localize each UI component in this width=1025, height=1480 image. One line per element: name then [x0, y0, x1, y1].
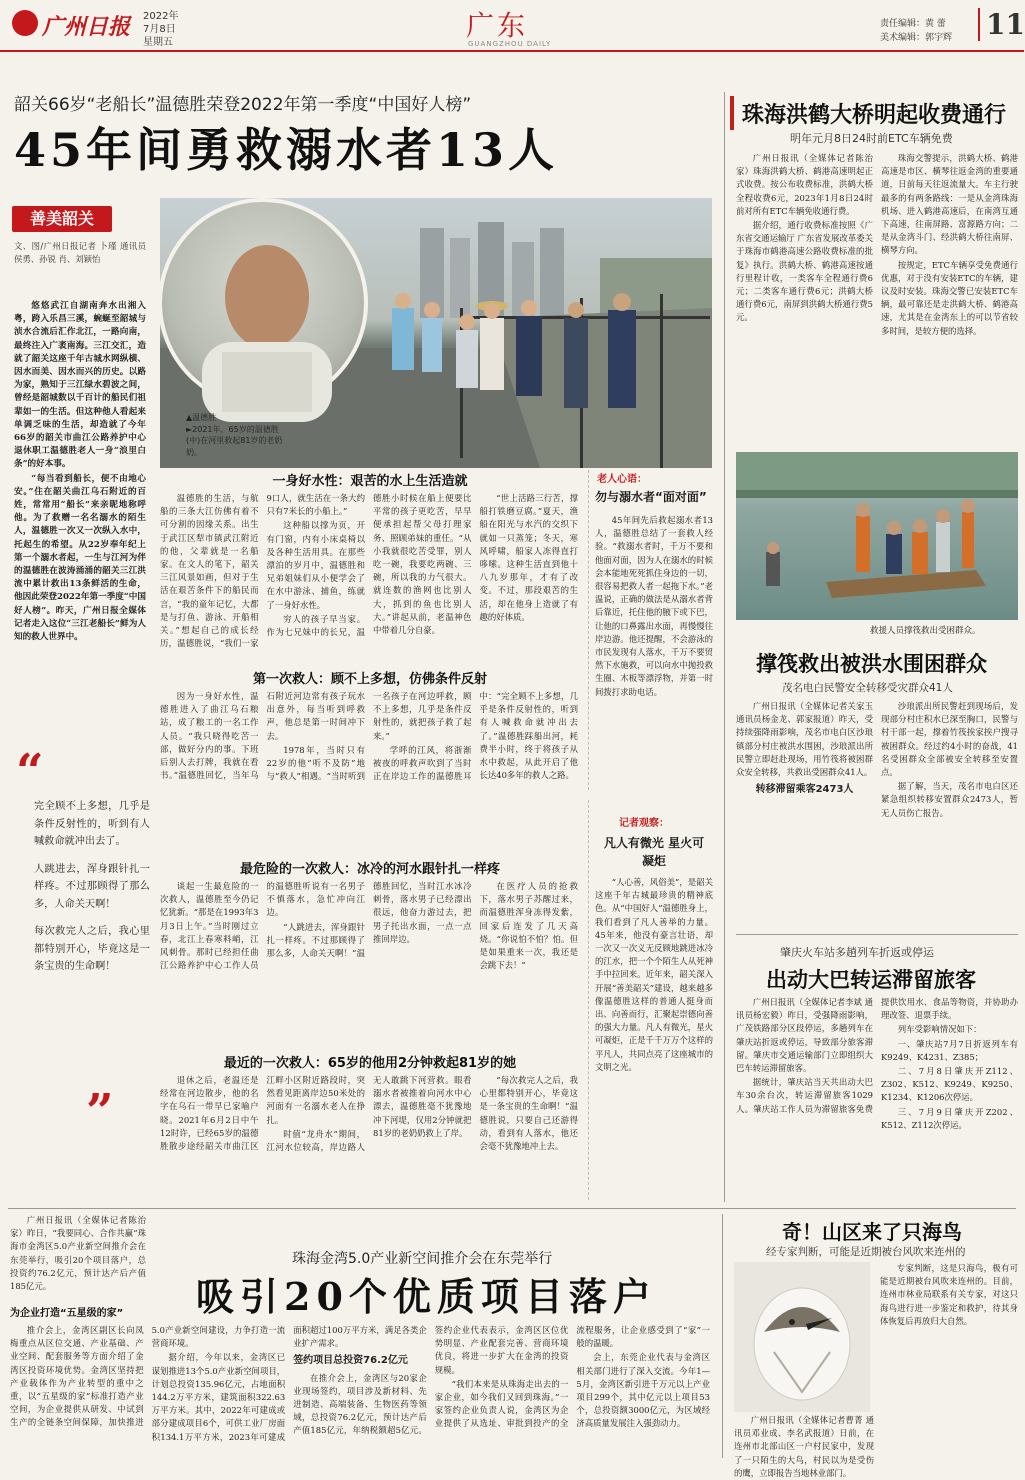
lead-headline: 45年间勇救溺水者13人: [14, 123, 559, 177]
article-body-train: [736, 996, 1018, 1200]
column-tag: 善美韶关: [12, 206, 112, 232]
quote-column: [34, 798, 150, 1098]
comment-box-reporter: [588, 800, 714, 1200]
comment-box-elder: [588, 470, 714, 790]
comment-tag: 记者观察：: [619, 818, 669, 829]
bird-body-lead: 广州日报讯（全媒体记者曹菁 通讯员邓业成、李名武报道）日前，在连州市北部山区一户村民家中，发现了一只陌生的大鸟，村民以为是受伤的鹰，立即报告当地林业部门。: [734, 1415, 874, 1478]
article-headline: 珠海洪鹤大桥明起收费通行: [742, 102, 1007, 128]
section-heading: 最近的一次救人：65岁的他用2分钟救起81岁的她: [223, 1056, 517, 1071]
paragraph: 一、肇庆站7月7日折返列车有K9249、K4231、Z385；: [881, 1038, 1018, 1062]
lead-intro-paragraph: 悠悠武江自湖南奔水出湘入粤，跨入乐昌三溪，蜿蜒至韶城与浈水合流后汇作北江，一路向南，最终注入广袤南海。三江交汇，造就了韶关这座千年古城水网纵横、因水而美、因水而兴的历史。以路为家，熟知于三江绿水碧波之间，曾经是韶城数以千百计的船民们祖辈如一的生活。但这种他人看起来单调乏味的生活，却造就了今年66岁的韶关市曲江公路养护中心退休职工温德胜老人一身“浪里白条”的好本事。: [14, 301, 146, 470]
issue-weekday: 星期五: [143, 37, 173, 48]
paragraph: 在推介会上，金湾区与20家企业现场签约，项目涉及新材料、先进制造、高端装备、生物医药等领域，总投资76.2亿元，预计达产后产值185亿元，年纳税额超5亿元。签约企业代表表示，金湾区区位优势明显、产业配套完善、营商环境优良，将进一步扩大在金湾的投资规模。: [293, 1325, 569, 1436]
column-divider: [724, 92, 725, 1202]
quote-text: 每次救完人之后，我心里都特别开心，毕竟这是一条宝贵的生命啊！: [34, 926, 150, 972]
paragraph: “人跳进去，浑身跟针扎一样疼。不过那顾得了那么多，人命关天啊！”温德胜回忆，当时江水冰冷刺骨，落水男子已经漂出很远，他奋力游过去，把男子托出水面，一点一点推回岸边。: [266, 881, 472, 959]
article-headline: 撑筏救出被洪水围困群众: [756, 651, 987, 676]
paragraph: 在医疗人员的抢救下，落水男子苏醒过来，而温德胜浑身冻得发紫，回家后连发了几天高烧。“你说怕不怕？怕。但是如果重来一次，我还是会跳下去！”: [479, 881, 578, 971]
flood-raft-illustration: [736, 452, 1018, 620]
paragraph: 温德胜的生活，与航船的三条大江仿佛有着不可分割的因缘关系。出生于武江区犁市镇武江附近的他，父辈就是一名船家。在文人的笔下，韶关三江风景如画，但对于生活在艰苦条件下的船民而言，“我的童年记忆，大都是与打鱼、游泳、开船相关。”想起自己的成长经历，温德胜说，“我们一家9口人，就生活在一条大约只有7米长的小船上。”: [160, 493, 365, 649]
paragraph: 会上，东莞企业代表与金湾区相关部门进行了深入交流。今年1—5月，金湾区新引进千万元以上产业项目299个，其中亿元以上项目53个，总投资额3000亿元，为区域经济高质量发展注入强劲动力。: [576, 1352, 710, 1429]
paragraph: 广州日报讯（全媒体记者关家玉 通讯员杨金龙、郭家报道）昨天，受持续强降雨影响，茂名市电白区沙琅镇部分村庄被洪水围困，沙琅派出所民警立即赶赴现场，用竹筏将被困群众安全转移，共救出受困群众41人。: [736, 701, 873, 778]
paragraph: 列车受影响情况如下：: [897, 1024, 982, 1035]
comment-body: “人心善，风俗美”，是韶关这座千年古城最珍贵的精神底色。从“中国好人”温德胜身上，我们看到了凡人善举的力量。45年来，他没有豪言壮语，却一次又一次义无反顾地跳进冰冷的江水，把一个个陌生人从死神手中拉回来。近年来，韶关深入开展“善美韶关”建设，越来越多像温德胜这样的普通人挺身而出、向善而行，汇聚起崇德向善的强大力量。凡人有微光，星火可凝炬，正是千千万万个这样的平凡人，共同点亮了这座城市的文明之光。: [595, 877, 713, 1072]
paragraph: 推介会上，金湾区副区长向凤梅重点从区位交通、产业基础、产业空间、配套服务等方面介绍了金湾区投资环境优势。金湾区坚持把产业载体作为产业转型的重中之重，以“五星级的家”标准打造产业空间，为企业提供从研发、中试到生产的全链条空间保障，加快推进5.0产业新空间建设，力争打造一流营商环境。: [10, 1325, 286, 1428]
seabird-illustration: [734, 1262, 870, 1412]
bottom-intro: 广州日报讯（全媒体记者陈治家）昨日，“我要同心、合作共赢”珠海市金湾区5.0产业新空间推介会在东莞举行，吸引20个项目落户，总投资约76.2亿元，预计达产后产值185亿元。: [10, 1215, 146, 1292]
section-divider: [736, 934, 1018, 935]
inline-subheading: 签约项目总投资76.2亿元: [293, 1355, 408, 1367]
section-subtitle: GUANGZHOU DAILY: [468, 40, 552, 48]
article-kicker: 肇庆火车站多趟列车折返或停运: [780, 946, 934, 959]
bottom-body: [10, 1324, 710, 1458]
paragraph: 据了解，当天，茂名市电白区还紧急组织转移安置群众2473人，暂无人员伤亡报告。: [881, 781, 1018, 818]
paragraph: 时值“龙舟水”期间，江河水位较高，岸边路人无人敢跳下河营救。眼看溺水者被推着向河水中心漂去，温德胜毫不犹豫地冲下河堤，仅用2分钟就把81岁的老奶奶救上了岸。: [266, 1075, 472, 1153]
paragraph: 珠海交警提示，洪鹤大桥、鹤港高速是市区、横琴往返金湾的重要通道，日前每天往返流量大。车主行驶最多的有两条路线：一是从金湾珠海机场、进入鹤港高速后，在南湾互通下高速，往南屏路、富源路方向；二是从金湾斗门、经洪鹤大桥往南屏、横琴方向。: [881, 153, 1018, 256]
quote-text: 完全顾不上多想，几乎是条件反射性的，听到有人喊救命就冲出去了。: [34, 801, 150, 847]
issue-year: 2022年: [143, 11, 179, 22]
bird-subheadline: 经专家判断，可能是近期被台风吹来连州的: [766, 1246, 966, 1258]
paragraph: “我们本来是从珠海走出去的一家企业，如今我们又回到珠海。”一家签约企业负责人说，金湾区为企业提供了从选址、审批到投产的全流程服务，让企业感受到了“家”一般的温暖。: [434, 1325, 710, 1429]
masthead: [0, 0, 1024, 52]
flood-rescue-photo: [736, 452, 1018, 620]
bottom-headline: 吸引20个优质项目落户: [196, 1274, 657, 1319]
bottom-column-divider: [722, 1214, 723, 1458]
right-accent-bar: [730, 96, 734, 130]
paragraph: 这种船以撑为页，开有门窗，内有小床桌椅以及各种生活用具。在那些漂泊的岁月中，温德胜和兄弟姐妹们从小便学会了在水中游泳、捕鱼，练就了一身好水性。: [266, 520, 365, 610]
paragraph: 据统计，肇庆站当天共出动大巴车30余台次，转运滞留旅客1029人。肇庆站工作人员为滞留旅客免费提供饮用水、食品等物资，并协助办理改签、退票手续。: [736, 997, 1018, 1114]
newspaper-logo-icon: [12, 10, 38, 36]
paragraph: 谈起一生最危险的一次救人，温德胜至今仍记忆犹新。“那是在1993年3月3日上午。”当时刚过立春，北江上春寒料峭，江风刺骨。那时已经担任曲江公路养护中心工作人员的温德胜听说有一名男子不慎落水，急忙冲向江边。: [160, 881, 365, 971]
section-body-3: [160, 880, 578, 1040]
section-heading: 一身好水性：艰苦的水上生活造就: [272, 474, 468, 489]
section-heading: 最危险的一次救人：冰冷的河水跟针扎一样疼: [239, 862, 500, 877]
paragraph: 据介绍，通行收费标准按照《广东省交通运输厅 广东省发展改革委关于珠海市鹤港高速公路收费标准的批复》执行。洪鹤大桥、鹤港高速按通行里程计收，一类客车全程通行费6元；二类客车通行费6元；洪鹤大桥通行费6元，南屏到洪鹤大桥通行费5元。: [736, 220, 873, 323]
section-title: 广东: [466, 9, 529, 42]
bird-body: 专家判断，这是只海鸟，极有可能是近期被台风吹来连州的。目前，连州市林业局联系有关专家，对这只海鸟进行进一步鉴定和救护，待其身体恢复后再放归大自然。: [880, 1263, 1018, 1326]
lead-intro-column: [14, 300, 146, 728]
bottom-kicker: 珠海金湾5.0产业新空间推介会在东莞举行: [292, 1251, 553, 1267]
article-body-flood: [736, 700, 1018, 924]
section-body-2: [160, 690, 578, 850]
paragraph: 广州日报讯（全媒体记者陈治家）珠海洪鹤大桥、鹤港高速明起正式收费。按公布收费标准，洪鹤大桥全程收费6元，2023年1月8日24时前对所有ETC车辆免收通行费。: [736, 153, 873, 216]
article-subheadline: 茂名电白民警安全转移受灾群众41人: [782, 682, 953, 694]
article-subheadline: 明年元月8日24时前ETC车辆免费: [790, 132, 953, 145]
paragraph: 沙琅派出所民警赶到现场后，发现部分村庄积水已深至胸口，民警与村干部一起，撑着竹筏挨家挨户搜寻被困群众。经过约4小时的奋战，41名受困群众全部被安全转移至安置点。: [881, 701, 1018, 778]
comment-heading: 凡人有微光 星火可凝炬: [603, 836, 705, 868]
paragraph: 因为一身好水性，温德胜进入了曲江乌石粮站，成了粮工的一名工作人员。“我只晓得吃苦一部，做好分内的事。下班后别人去打牌，我就在看书。”温德胜回忆，当年乌石附近河边常有孩子玩水出意外，每当听到呼救声，他总是第一时间冲下去。: [160, 691, 365, 781]
comment-body: 45年间先后救起溺水者13人，温德胜总结了一套救人经验。“救溺水者时，千万不要和他面对面，因为人在溺水的时候会本能地死死抓住身边的一切，很容易把救人者一起拖下水。”老温说，正确的做法是从溺水者背后靠近，托住他的腋下或下巴，让他的口鼻露出水面，再慢慢往岸边游。他还提醒，不会游泳的市民发现有人落水，千万不要贸然下水施救，可以向水中抛投救生圈、木板等漂浮物，并第一时间拨打求助电话。: [595, 515, 713, 697]
lead-intro-paragraph: “每当看到船长，便不由地心安。”住在韶关曲江乌石附近的百姓，常常用“船长”来亲昵地称呼他。为了救赠一名名溺水的陌生人，温德胜一次又一次纵入水中，托起生的希望。从22岁奉年纪上第一个溺水者起，一生与江河为伴的温德胜在波涛涌涌的韶关三江洪流中累计救出13条鲜活的生命，他因此荣登2022年第一季度“中国好人榜”。昨天，广州日报全媒体记者走入这位“三江老船长”鲜为人知的救人世界中。: [14, 473, 146, 643]
paragraph: 学呼的江风，将浙渐被夜的呼救声吹到了当时正在岸边工作的温德胜耳中：“完全顾不上多想，几乎是条件反射性的，听到有人喊救命就冲出去了。”温德胜踩船出河，耗费半小时，终于将孩子从水中救起，从此开启了他长达40多年的救人之路。: [373, 691, 578, 782]
paragraph: 二、7月8日肇庆开Z112、Z302、K512、K9249、K9250、K1234、K1206次停运。: [881, 1066, 1018, 1103]
paragraph: 三、7月9日肇庆开Z202、K512、Z112次停运。: [881, 1106, 1018, 1130]
paragraph: “世上活路三行苦，撑船打铁磨豆腐。”夏天，渔船在阳光与水汽的交织下就如一只蒸笼；冬天，寒风呼啸，船家人冻得直打哆嗦。这种生活直到他十八九岁那年，才有了改变。不过，那段艰苦的生活，却在他身上造就了有趣的好体质。: [479, 493, 578, 622]
seabird-photo: [734, 1262, 870, 1412]
section-heading: 第一次救人：顾不上多想，仿佛条件反射: [252, 672, 487, 687]
portrait-illustration: [162, 202, 372, 412]
section-body-4: [160, 1074, 578, 1198]
newspaper-name: 广州日报: [42, 14, 131, 40]
bird-headline: 奇！山区来了只海鸟: [782, 1220, 962, 1244]
inline-subheading: 转移滞留乘客2473人: [755, 784, 854, 796]
section-body-1: [160, 492, 578, 662]
lead-kicker: 韶关66岁“老船长”温德胜荣登2022年第一季度“中国好人榜”: [14, 95, 472, 115]
paragraph: 退休之后，老温还是经常在河边散步，他的名字在乌石一带早已家喻户晓。2021年6月2日中午12时许，已经65岁的温德胜散步途经韶关市曲江区江畔小区附近路段时，突然看见距离岸边50米处的河面有一名溺水老人在挣扎。: [160, 1075, 365, 1152]
bottom-divider: [8, 1208, 1016, 1209]
comment-tag: 老人心语：: [597, 474, 647, 485]
photo-caption: 救援人员撑筏救出受困群众。: [870, 626, 981, 636]
bottom-subheading: 为企业打造“五星级的家”: [10, 1308, 124, 1319]
article-body-bridge: [736, 152, 1018, 448]
paragraph: 穷人的孩子早当家。作为七兄妹中的长兄，温德胜小时候在船上便要比平常的孩子更吃苦，早早便承担起帮父母打理家务、照顾弟妹的重任。“从小我就很吃苦受罪，别人吃一碗，我要吃两碗、三碗，所以我的力气很大。就连数的渔网也比别人大，抓到的鱼也比别人大。”讲起从前，老温神色中带着几分自豪。: [266, 493, 472, 638]
page-number: 11: [978, 8, 1025, 41]
lead-byline: 文、图/广州日报记者 卜瑾 通讯员侯勇、孙锐 肖、刘颖怡: [14, 241, 146, 264]
portrait-photo: [158, 198, 368, 408]
paragraph: “每次救完人之后，我心里都特别开心，毕竟这是一条宝贵的生命啊！”温德胜说，只要自己还游得动，看到有人落水，他还会毫不犹豫地冲上去。: [479, 1075, 578, 1152]
paragraph: 按规定，ETC车辆享受免费通行优惠，对于没有安装ETC的车辆，建议及时安装。珠海交警已安装ETC车辆，最可靠还是走洪鹤大桥、鹤港高速，尤其是在金湾东上的可以节省较多时间，是较方便的选择。: [881, 259, 1018, 336]
designer-credit: 美术编辑：郭宇辉: [880, 33, 953, 43]
photo-caption: ▲温德胜 ►2021年，65岁的温德胜(中)在河里救起81岁的老奶奶。: [186, 413, 283, 457]
article-headline: 出动大巴转运滞留旅客: [766, 967, 976, 992]
paragraph: 广州日报讯（全媒体记者李斌 通讯员杨宏毅）昨日，受强降雨影响，广茂铁路部分区段停运，多趟列车在肇庆站折返或停运，导致部分旅客滞留。肇庆市交通运输部门立即组织大巴车转运滞留旅客。: [736, 997, 873, 1074]
close-quote-icon: ”: [86, 1084, 114, 1140]
open-quote-icon: “: [16, 744, 44, 800]
paragraph: 据介绍，今年以来，金湾区已谋划推进13个5.0产业新空间项目，计划总投资135.96亿元，占地面积144.2万平方米，建筑面积322.63万平方米。其中，2022年可建成或部分建成项目6个，可供工业厂房面积134.1万平方米，2023年可建成面积超过100万平方米，满足各类企业扩产需求。: [151, 1325, 427, 1442]
comment-heading: 勿与溺水者“面对面”: [595, 490, 707, 504]
issue-date: 7月8日: [143, 24, 176, 35]
editor-credit: 责任编辑：黄 蕾: [880, 19, 946, 29]
paragraph: 1978年，当时只有22岁的他“听不及防”地与“救人”相遇。“当时听到一名孩子在河边呼救，顾不上多想，几乎是条件反射性的，就把孩子救了起来。”: [266, 691, 472, 782]
quote-text: 人跳进去，浑身跟针扎一样疼。不过那顾得了那么多，人命关天啊！: [34, 863, 150, 910]
